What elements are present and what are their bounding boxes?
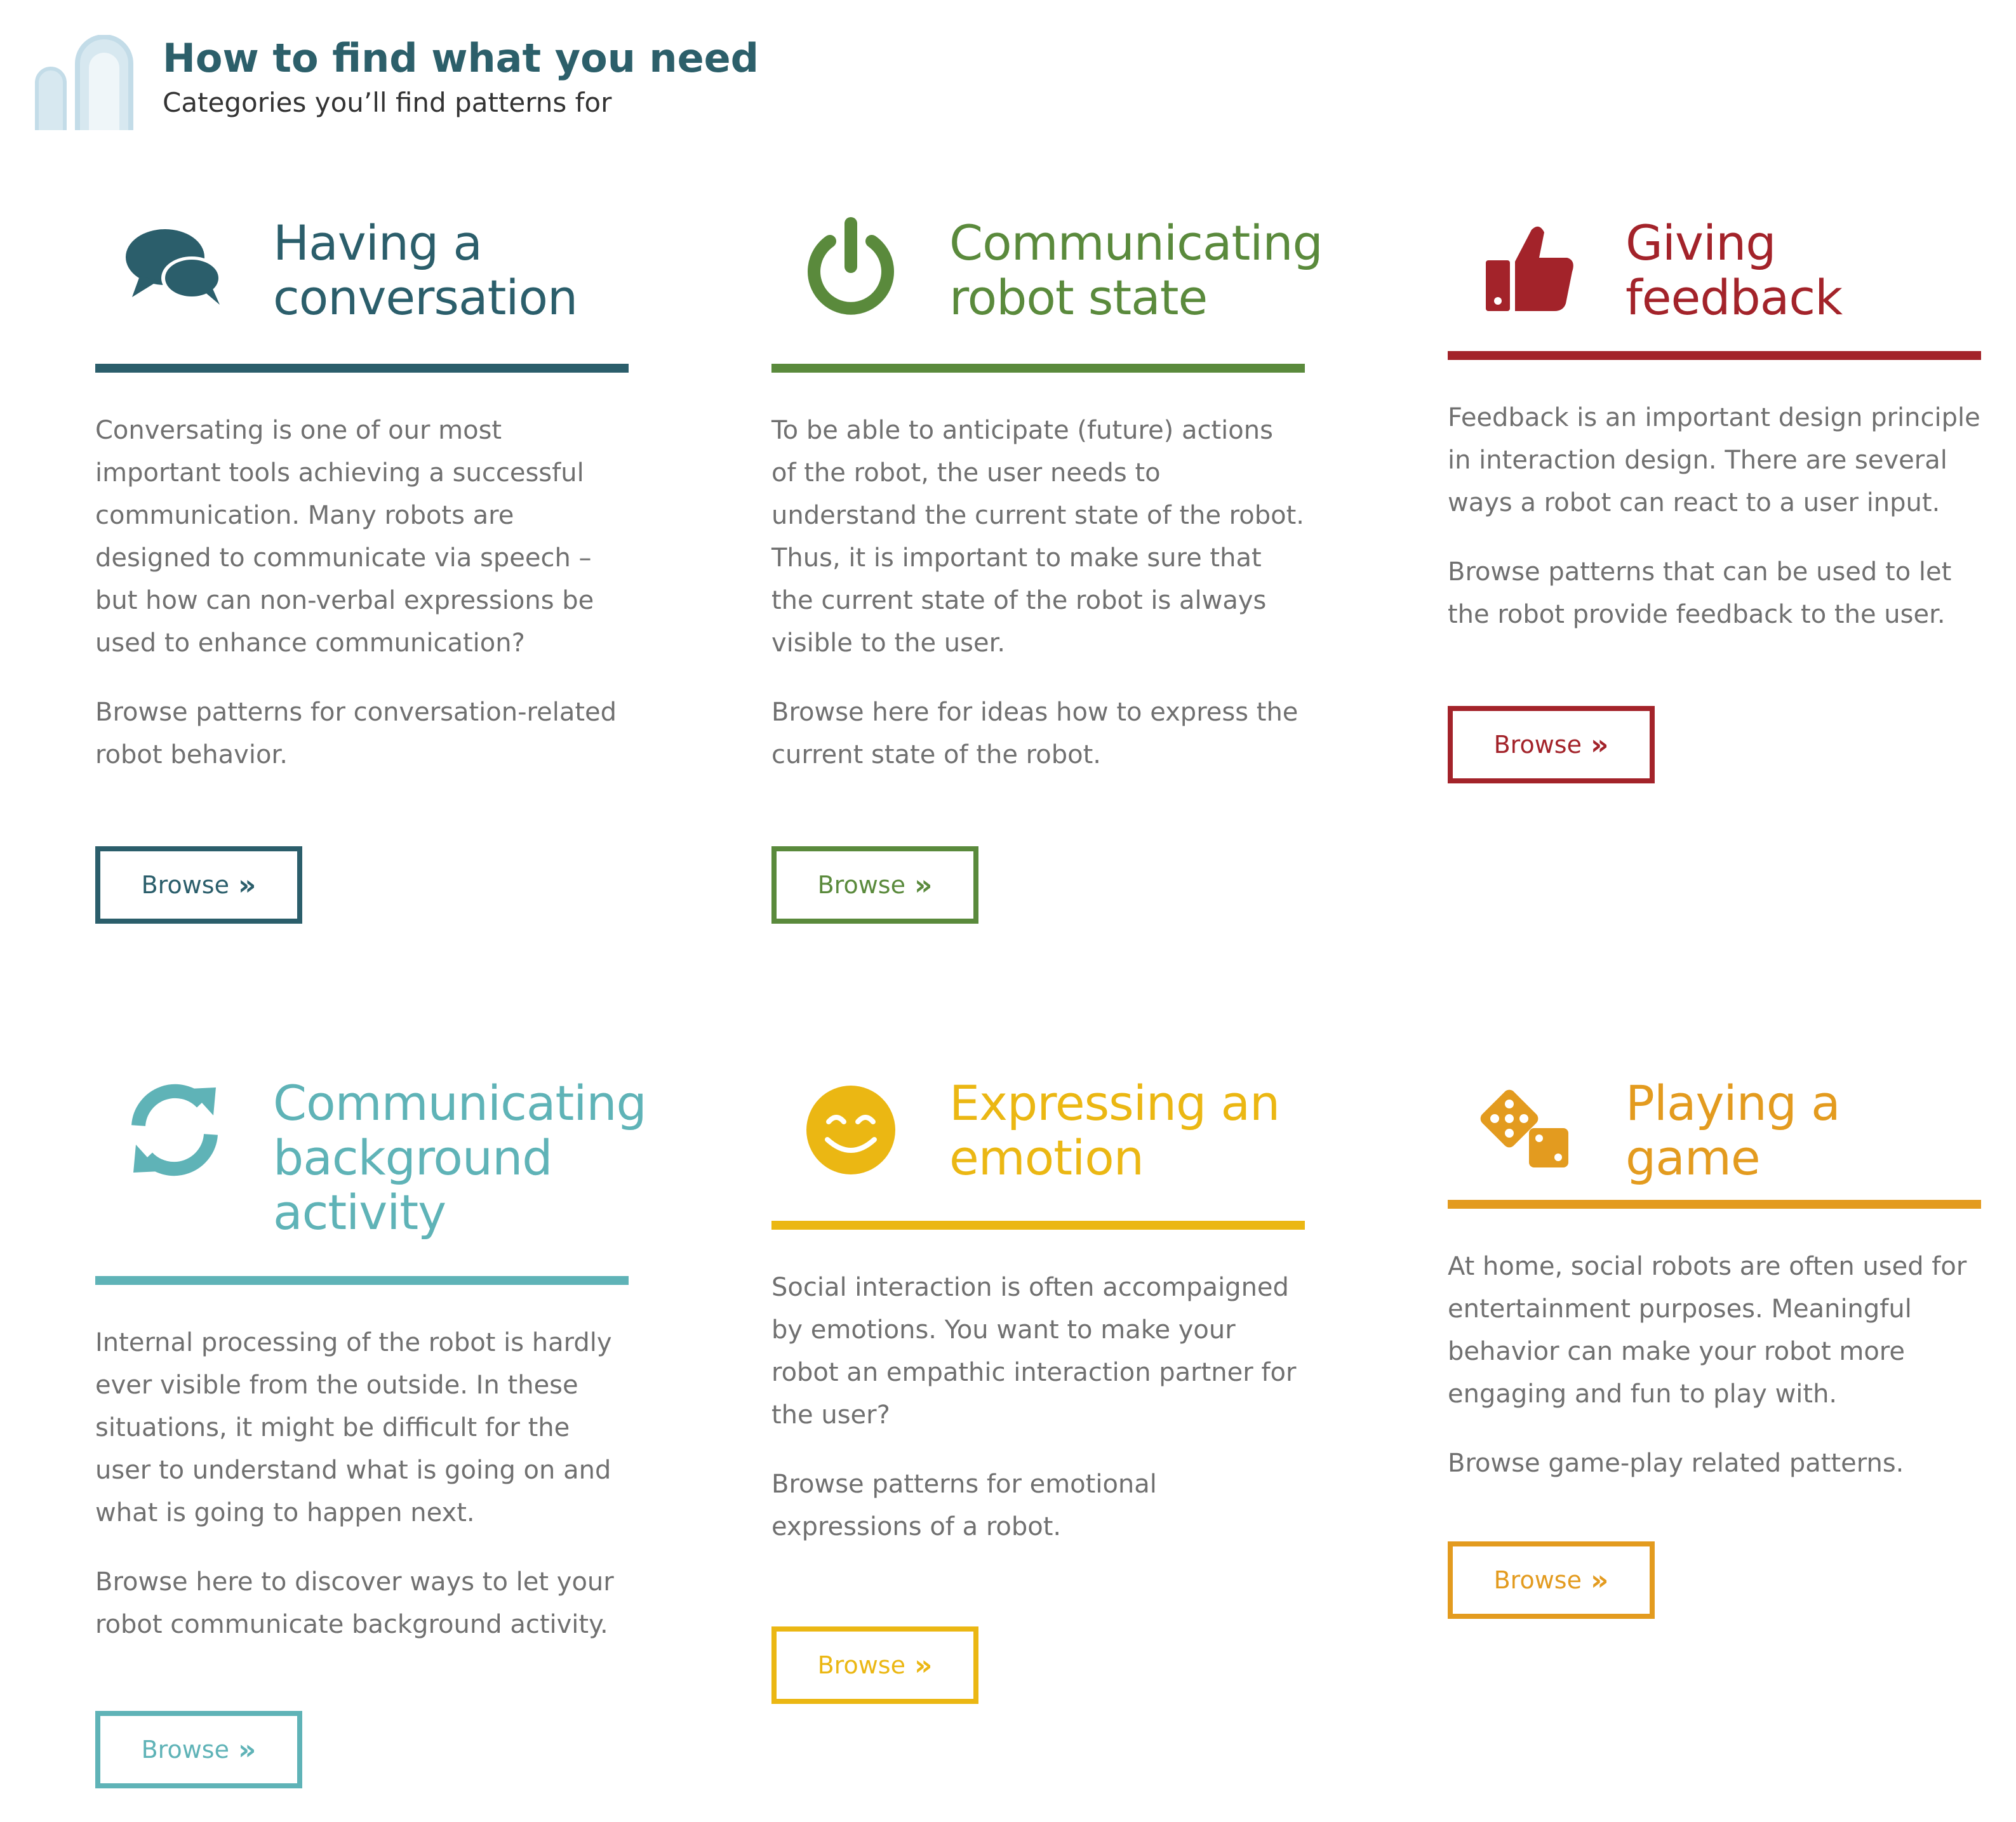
browse-label: Browse bbox=[141, 1736, 229, 1764]
category-communicating-background-activity bbox=[95, 1075, 646, 1766]
page-header bbox=[32, 35, 857, 136]
category-body bbox=[1448, 1246, 1981, 1512]
browse-label: Browse bbox=[141, 871, 229, 899]
category-body bbox=[95, 409, 629, 803]
browse-label: Browse bbox=[817, 871, 905, 899]
page-subtitle: Categories you’ll find patterns for bbox=[163, 87, 612, 118]
browse-button-conversation[interactable] bbox=[95, 846, 302, 924]
category-browse-text: Browse patterns that can be used to let the robot provide feedback to the user. bbox=[1448, 557, 1952, 629]
double-chevron-right-icon: » bbox=[237, 868, 257, 901]
category-description: Conversating is one of our most important tools achieving a successful communication. Many robots are designed to communicate via speech – but how can non-verbal expressions be used to enhance communication? bbox=[95, 416, 594, 658]
category-header bbox=[771, 215, 1323, 356]
browse-button-background-activity[interactable] bbox=[95, 1711, 302, 1788]
category-title: Communicating background activity bbox=[273, 1075, 646, 1240]
browse-label: Browse bbox=[1493, 731, 1582, 759]
category-body bbox=[1448, 397, 1981, 663]
power-icon bbox=[797, 216, 905, 324]
smiley-icon bbox=[797, 1076, 905, 1184]
speech-bubbles-icon bbox=[121, 216, 229, 324]
category-description: To be able to anticipate (future) actions of the robot, the user needs to understand the current state of the robot. Thus, it is important to make sure that the current state of the robot is always visible to the user. bbox=[771, 416, 1304, 658]
double-chevron-right-icon: » bbox=[1590, 1564, 1609, 1597]
browse-button-feedback[interactable] bbox=[1448, 706, 1655, 783]
category-communicating-robot-state bbox=[771, 215, 1323, 901]
double-chevron-right-icon: » bbox=[914, 868, 933, 901]
browse-button-game[interactable] bbox=[1448, 1541, 1655, 1619]
browse-button-robot-state[interactable] bbox=[771, 846, 978, 924]
category-title: Having a conversation bbox=[273, 215, 578, 326]
category-expressing-an-emotion bbox=[771, 1075, 1305, 1682]
category-header bbox=[771, 1076, 1305, 1216]
refresh-icon bbox=[121, 1076, 229, 1184]
category-header bbox=[1448, 1076, 1981, 1216]
category-header bbox=[95, 216, 629, 356]
category-title: Communicating robot state bbox=[949, 215, 1323, 326]
thumbs-up-icon bbox=[1473, 216, 1581, 324]
category-browse-text: Browse patterns for conversation-related robot behavior. bbox=[95, 698, 617, 769]
double-chevron-right-icon: » bbox=[1590, 728, 1609, 761]
category-playing-a-game bbox=[1448, 1075, 1981, 1597]
browse-label: Browse bbox=[817, 1651, 905, 1679]
category-giving-feedback bbox=[1448, 215, 1981, 761]
category-header bbox=[95, 1075, 646, 1240]
category-divider bbox=[1448, 1200, 1981, 1209]
dice-icon bbox=[1473, 1076, 1581, 1184]
category-browse-text: Browse here for ideas how to express the current state of the robot. bbox=[771, 698, 1298, 769]
category-description: At home, social robots are often used for entertainment purposes. Meaningful behavior can make your robot more engaging and fun to play with. bbox=[1448, 1252, 1967, 1409]
category-divider bbox=[95, 1276, 629, 1285]
category-divider bbox=[771, 1221, 1305, 1230]
category-browse-text: Browse game-play related patterns. bbox=[1448, 1449, 1904, 1478]
category-description: Social interaction is often accompaigned by emotions. You want to make your robot an empathic interaction partner for the user? bbox=[771, 1273, 1297, 1430]
category-description: Feedback is an important design principle in interaction design. There are several ways a robot can react to a user input. bbox=[1448, 403, 1980, 517]
category-body bbox=[771, 1267, 1305, 1575]
category-divider bbox=[1448, 351, 1981, 360]
double-chevron-right-icon: » bbox=[914, 1649, 933, 1682]
arches-logo-icon bbox=[32, 35, 140, 130]
browse-label: Browse bbox=[1493, 1566, 1582, 1594]
category-title: Giving feedback bbox=[1625, 215, 1843, 326]
category-description: Internal processing of the robot is hardly ever visible from the outside. In these situations, it might be difficult for the user to understand what is going on and what is going to happen next. bbox=[95, 1328, 612, 1527]
category-divider bbox=[95, 364, 629, 373]
category-browse-text: Browse patterns for emotional expressions of a robot. bbox=[771, 1470, 1157, 1541]
category-divider bbox=[771, 364, 1305, 373]
category-header bbox=[1448, 216, 1981, 356]
category-body bbox=[771, 409, 1305, 803]
category-title: Playing a game bbox=[1625, 1075, 1840, 1186]
category-title: Expressing an emotion bbox=[949, 1075, 1280, 1186]
category-body bbox=[95, 1322, 629, 1673]
category-browse-text: Browse here to discover ways to let your robot communicate background activity. bbox=[95, 1567, 614, 1639]
browse-button-emotion[interactable] bbox=[771, 1626, 978, 1704]
double-chevron-right-icon: » bbox=[237, 1733, 257, 1766]
category-having-a-conversation bbox=[95, 215, 629, 901]
page-title: How to find what you need bbox=[163, 35, 759, 81]
